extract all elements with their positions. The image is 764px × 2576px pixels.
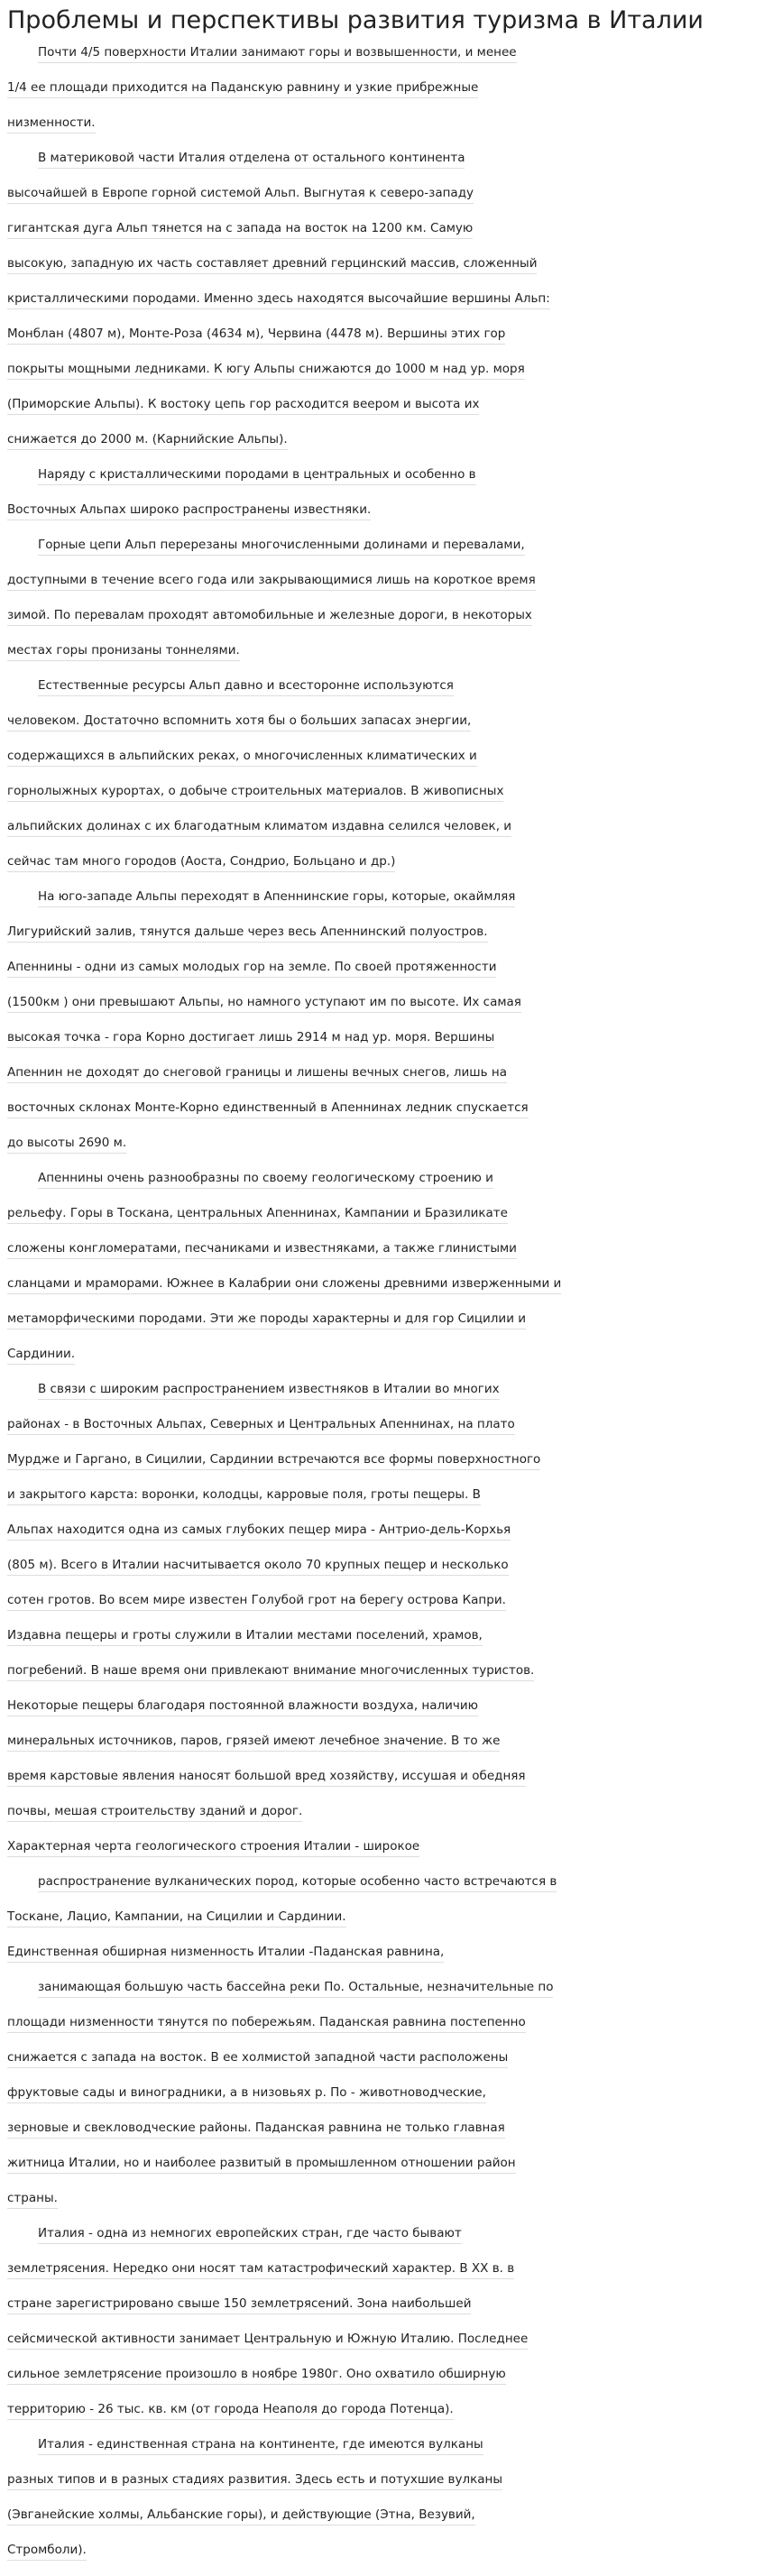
text-line — [7, 1310, 754, 1345]
text-line — [7, 2400, 754, 2435]
text-line — [7, 747, 754, 782]
text-line — [38, 2224, 754, 2259]
text-line-content: (805 м). Всего в Италии насчитывается около 70 крупных пещер и несколько — [7, 1556, 509, 1576]
text-line-content: Монблан (4807 м), Монте-Роза (4634 м), Червина (4478 м). Вершины этих гор — [7, 325, 505, 345]
text-line-content: восточных склонах Монте-Корно единственный в Апеннинах ледник спускается — [7, 1099, 529, 1118]
text-line — [7, 1274, 754, 1310]
text-line-content: районах - в Восточных Альпах, Северных и Центральных Апеннинах, на плато — [7, 1415, 515, 1435]
text-line — [7, 571, 754, 606]
text-line — [7, 2470, 754, 2506]
text-line-content: житница Италии, но и наиболее развитый в промышленном отношении район — [7, 2154, 516, 2174]
text-line — [7, 2154, 754, 2189]
text-line-content: снижается до 2000 м. (Карнийские Альпы). — [7, 430, 288, 450]
text-line-content: высочайшей в Европе горной системой Альп. Выгнутая к северо-западу — [7, 184, 474, 204]
text-line-content: (Приморские Альпы). К востоку цепь гор расходится веером и высота их — [7, 395, 479, 415]
text-line — [7, 1345, 754, 1380]
text-line — [38, 2435, 754, 2470]
text-line — [7, 2541, 754, 2576]
text-line-content: Апеннины очень разнообразны по своему геологическому строению и — [38, 1169, 493, 1189]
text-line-content: зимой. По перевалам проходят автомобильные и железные дороги, в некоторых — [7, 606, 532, 626]
text-line — [7, 2048, 754, 2084]
text-line-content: сложены конгломератами, песчаниками и известняками, а также глинистыми — [7, 1239, 517, 1259]
text-line-content: доступными в течение всего года или закрывающимися лишь на короткое время — [7, 571, 536, 591]
text-line-content: Тоскане, Лацио, Кампании, на Сицилии и Сардинии. — [7, 1908, 346, 1927]
text-line — [7, 360, 754, 395]
text-line-content: Апеннины - одни из самых молодых гор на земле. По своей протяженности — [7, 958, 496, 978]
text-line-content: сланцами и мраморами. Южнее в Калабрии они сложены древними изверженными и — [7, 1274, 561, 1294]
text-line-content: метаморфическими породами. Эти же породы характерны и для гор Сицилии и — [7, 1310, 526, 1329]
text-line — [7, 1204, 754, 1239]
text-line — [7, 1943, 754, 1978]
text-line — [7, 1908, 754, 1943]
text-line-content: площади низменности тянутся по побережьям. Паданская равнина постепенно — [7, 2013, 526, 2033]
text-line-content: Апеннин не доходят до снеговой границы и лишены вечных снегов, лишь на — [7, 1063, 507, 1083]
text-line — [7, 2119, 754, 2154]
text-line — [7, 2330, 754, 2365]
text-line — [7, 1239, 754, 1274]
text-line-content: Италия - единственная страна на континенте, где имеются вулканы — [38, 2435, 483, 2455]
text-line-content: Некоторые пещеры благодаря постоянной влажности воздуха, наличию — [7, 1697, 478, 1716]
text-line — [7, 1415, 754, 1450]
text-line-content: стране зарегистрировано свыше 150 землетрясений. Зона наибольшей — [7, 2295, 471, 2314]
text-line-content: Италия - одна из немногих европейских стран, где часто бывают — [38, 2224, 462, 2244]
text-line-content: занимающая большую часть бассейна реки По. Остальные, незначительные по — [38, 1978, 553, 1998]
text-line — [7, 219, 754, 254]
text-line-content: Лигурийский залив, тянутся дальше через весь Апеннинский полуостров. — [7, 923, 488, 943]
text-line-content: Почти 4/5 поверхности Италии занимают горы и возвышенности, и менее — [38, 43, 517, 63]
text-line — [7, 501, 754, 536]
text-line — [7, 2506, 754, 2541]
text-line-content: сотен гротов. Во всем мире известен Голубой грот на берегу острова Капри. — [7, 1591, 506, 1611]
text-line-content: почвы, мешая строительству зданий и дорог. — [7, 1802, 302, 1822]
text-line-content: альпийских долинах с их благодатным климатом издавна селился человек, и — [7, 817, 511, 837]
text-line-content: снижается с запада на восток. В ее холмистой западной части расположены — [7, 2048, 508, 2068]
text-line — [7, 1837, 754, 1872]
text-line — [7, 1099, 754, 1134]
text-line-content: территорию - 26 тыс. кв. км (от города Неаполя до города Потенца). — [7, 2400, 454, 2420]
text-line — [38, 465, 754, 501]
text-line-content: местах горы пронизаны тоннелями. — [7, 641, 240, 661]
text-line-content: Издавна пещеры и гроты служили в Италии местами поселений, храмов, — [7, 1626, 483, 1646]
text-line — [7, 923, 754, 958]
text-line — [7, 184, 754, 219]
text-line — [7, 2295, 754, 2330]
text-line — [7, 1767, 754, 1802]
text-line-content: и закрытого карста: воронки, колодцы, карровые поля, гроты пещеры. В — [7, 1486, 481, 1505]
text-line — [7, 1626, 754, 1661]
text-line — [7, 114, 754, 149]
text-line-content: Естественные ресурсы Альп давно и всесторонне используются — [38, 676, 454, 696]
text-line — [38, 888, 754, 923]
text-line — [38, 149, 754, 184]
text-line — [7, 1486, 754, 1521]
text-line — [7, 1521, 754, 1556]
text-line-content: Стромболи). — [7, 2541, 87, 2561]
text-line — [7, 712, 754, 747]
text-line — [7, 2084, 754, 2119]
text-line — [7, 1450, 754, 1486]
text-line — [7, 641, 754, 676]
text-line-content: (1500км ) они превышают Альпы, но намного уступают им по высоте. Их самая — [7, 993, 521, 1013]
text-line-content: рельефу. Горы в Тоскана, центральных Апеннинах, Кампании и Бразиликате — [7, 1204, 508, 1224]
text-line-content: землетрясения. Нередко они носят там катастрофический характер. В XX в. в — [7, 2259, 514, 2279]
text-line — [7, 2259, 754, 2295]
text-line — [7, 2013, 754, 2048]
text-line — [7, 1063, 754, 1099]
text-line-content: Горные цепи Альп перерезаны многочисленными долинами и перевалами, — [38, 536, 525, 556]
text-line-content: до высоты 2690 м. — [7, 1134, 126, 1154]
text-line — [38, 1169, 754, 1204]
text-line-content: На юго-западе Альпы переходят в Апеннинские горы, которые, окаймляя — [38, 888, 515, 907]
text-line — [7, 1028, 754, 1063]
text-line — [7, 1732, 754, 1767]
text-line — [7, 1134, 754, 1169]
text-line-content: 1/4 ее площади приходится на Паданскую равнину и узкие прибрежные — [7, 78, 478, 98]
article-title: Проблемы и перспективы развития туризма в Италии — [7, 6, 704, 34]
text-line-content: Единственная обширная низменность Италии -Паданская равнина, — [7, 1943, 444, 1963]
text-line-content: высокую, западную их часть составляет древний герцинский массив, сложенный — [7, 254, 537, 274]
text-line — [7, 2365, 754, 2400]
text-line-content: Наряду с кристаллическими породами в центральных и особенно в — [38, 465, 476, 485]
text-line-content: разных типов и в разных стадиях развития. Здесь есть и потухшие вулканы — [7, 2470, 502, 2490]
text-line-content: содержащихся в альпийских реках, о многочисленных климатических и — [7, 747, 477, 767]
text-line — [38, 1872, 754, 1908]
text-line — [7, 2189, 754, 2224]
text-line — [7, 1697, 754, 1732]
text-line — [7, 782, 754, 817]
text-line-content: зерновые и свекловодческие районы. Паданская равнина не только главная — [7, 2119, 505, 2139]
text-line-content: страны. — [7, 2189, 58, 2209]
text-line-content: низменности. — [7, 114, 96, 133]
text-line — [7, 852, 754, 888]
text-line — [7, 817, 754, 852]
text-line — [7, 993, 754, 1028]
text-line — [7, 325, 754, 360]
text-line-content: Сардинии. — [7, 1345, 75, 1365]
text-line — [38, 43, 754, 78]
text-line — [7, 254, 754, 290]
text-line — [7, 290, 754, 325]
text-line-content: фруктовые сады и виноградники, а в низовьях р. По - животноводческие, — [7, 2084, 486, 2103]
text-line-content: Альпах находится одна из самых глубоких пещер мира - Антрио-дель-Корхья — [7, 1521, 511, 1541]
text-line-content: Характерная черта геологического строения Италии - широкое — [7, 1837, 419, 1857]
text-line — [7, 1556, 754, 1591]
text-line — [38, 1380, 754, 1415]
text-line-content: человеком. Достаточно вспомнить хотя бы о больших запасах энергии, — [7, 712, 471, 731]
text-line-content: Восточных Альпах широко распространены известняки. — [7, 501, 371, 520]
text-line-content: погребений. В наше время они привлекают внимание многочисленных туристов. — [7, 1661, 534, 1681]
text-line — [7, 606, 754, 641]
text-line-content: распространение вулканических пород, которые особенно часто встречаются в — [38, 1872, 557, 1892]
text-line — [7, 1661, 754, 1697]
text-line — [7, 1802, 754, 1837]
text-line — [7, 78, 754, 114]
text-line-content: минеральных источников, паров, грязей имеют лечебное значение. В то же — [7, 1732, 500, 1752]
text-line-content: сейчас там много городов (Аоста, Сондрио, Больцано и др.) — [7, 852, 395, 872]
text-line-content: сейсмической активности занимает Центральную и Южную Италию. Последнее — [7, 2330, 528, 2350]
text-line-content: покрыты мощными ледниками. К югу Альпы снижаются до 1000 м над ур. моря — [7, 360, 525, 380]
text-line-content: В материковой части Италия отделена от остального континента — [38, 149, 465, 169]
text-line-content: горнолыжных курортах, о добыче строительных материалов. В живописных — [7, 782, 503, 802]
text-line — [7, 430, 754, 465]
text-line-content: сильное землетрясение произошло в ноябре 1980г. Оно охватило обширную — [7, 2365, 506, 2385]
text-line — [7, 1591, 754, 1626]
text-line-content: (Эвганейские холмы, Альбанские горы), и действующие (Этна, Везувий, — [7, 2506, 475, 2525]
text-line — [7, 395, 754, 430]
text-line-content: время карстовые явления наносят большой вред хозяйству, иссушая и обедняя — [7, 1767, 526, 1787]
text-line-content: В связи с широким распространением известняков в Италии во многих — [38, 1380, 500, 1400]
text-line-content: кристаллическими породами. Именно здесь находятся высочайшие вершины Альп: — [7, 290, 550, 309]
text-line — [38, 1978, 754, 2013]
text-line-content: Мурдже и Гаргано, в Сицилии, Сардинии встречаются все формы поверхностного — [7, 1450, 540, 1470]
text-line-content: высокая точка - гора Корно достигает лишь 2914 м над ур. моря. Вершины — [7, 1028, 494, 1048]
text-line-content: гигантская дуга Альп тянется на с запада на восток на 1200 км. Самую — [7, 219, 473, 239]
text-line — [7, 958, 754, 993]
text-line — [38, 536, 754, 571]
text-line — [38, 676, 754, 712]
